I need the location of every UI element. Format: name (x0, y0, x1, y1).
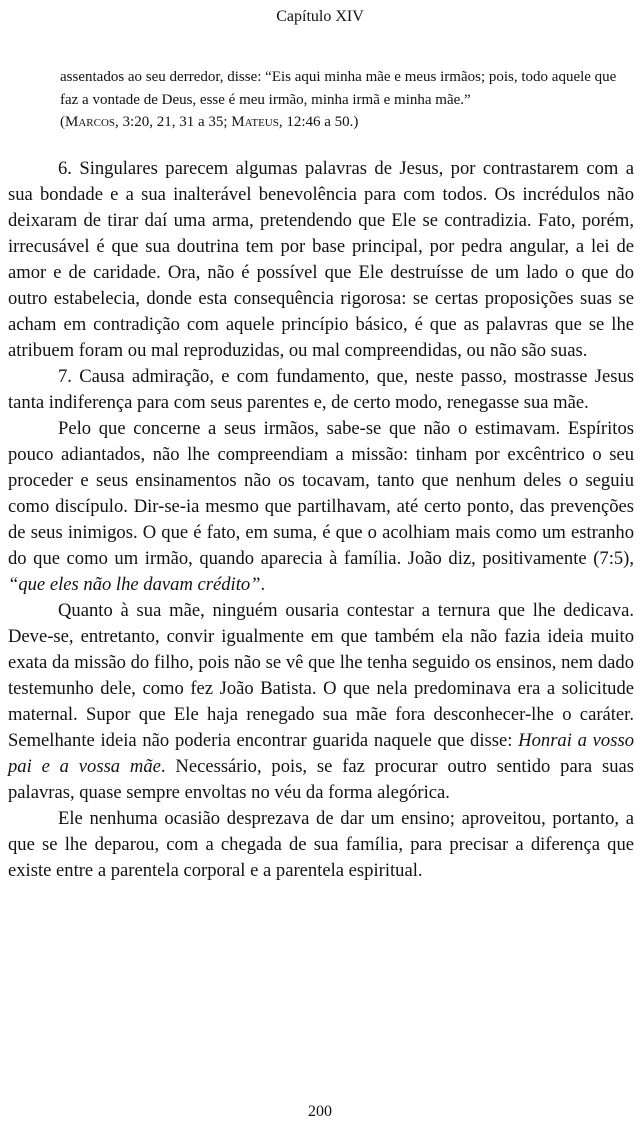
paragraph-irmaos: Pelo que concerne a seus irmãos, sabe-se que não o estimavam. Espíritos pouco adiantados, não lhe compreendiam a missão: tinham por excêntrico o seu proceder e seus ensinamentos não os tocavam, tanto que nenhum deles o seguiu como discípulo. Dir-se-ia mesmo que partilhavam, até certo ponto, das prevenções de seus inimigos. O que é fato, em suma, é que o acolhiam mais como um estranho do que como um irmão, quando aparecia à família. João diz, positivamente (7:5), “que eles não lhe davam crédito”. (8, 418, 634, 595)
quote-honrai: Honrai a vosso pai e a vossa mãe (8, 730, 635, 777)
page-number: 200 (308, 1103, 332, 1120)
paragraph-7: 7. Causa admiração, e com fundamento, que, neste passo, mostrasse Jesus tanta indiferença para com seus parentes e, de certo modo, renegasse sua mãe. (8, 366, 634, 413)
quote-reference: (Marcos, 3:20, 21, 31 a 35; Mateus, 12:46 a 50.) (60, 114, 359, 130)
scripture-quote (60, 66, 636, 134)
paragraph-mae: Quanto à sua mãe, ninguém ousaria contestar a ternura que lhe dedicava. Deve-se, entretanto, convir igualmente em que também ela não fazia ideia muito exata da missão do filho, pois não se vê que lhe tenha seguido os ensinos, nem dado testemunho dele, como fez João Batista. O que nela predominava era a solicitude maternal. Supor que Ele haja renegado sua mãe fora desconhecer-lhe o caráter. Semelhante ideia não poderia encontrar guarida naquele que disse: Honrai a vosso pai e a vossa mãe. Necessário, pois, se faz procurar outro sentido para suas palavras, quase sempre envoltas no véu da forma alegórica. (8, 600, 635, 803)
book-mateus: Mateus (231, 114, 279, 130)
book-marcos: Marcos (65, 114, 116, 130)
paragraph-ensino: Ele nenhuma ocasião desprezava de dar um ensino; aproveitou, portanto, a que se lhe deparou, com a chegada de sua família, para precisar a diferença que existe entre a parentela corporal e a parentela espiritual. (8, 808, 634, 881)
running-header: Capítulo XIV (276, 8, 364, 25)
quote-joao: “que eles não lhe davam crédito” (8, 574, 261, 595)
paragraph-6: 6. Singulares parecem algumas palavras de Jesus, por contrastarem com a sua bondade e a sua inalterável benevolência para com todos. Os incrédulos não deixaram de tirar daí uma arma, pretendendo que Ele se contradizia. Fato, porém, irrecusável é que sua doutrina tem por base principal, por pedra angular, a lei de amor e de caridade. Ora, não é possível que Ele destruísse de um lado o que do outro estabelecia, donde esta consequência rigorosa: se certas proposições suas se acham em contradição com aquele princípio básico, é que as palavras que se lhe atribuem foram ou mal reproduzidas, ou mal compreendidas, ou não são suas. (8, 158, 634, 361)
body-text (8, 156, 634, 884)
quote-text: assentados ao seu derredor, disse: “Eis aqui minha mãe e meus irmãos; pois, todo aquele que faz a vontade de Deus, esse é meu irmão, minha irmã e minha mãe.” (60, 69, 617, 108)
